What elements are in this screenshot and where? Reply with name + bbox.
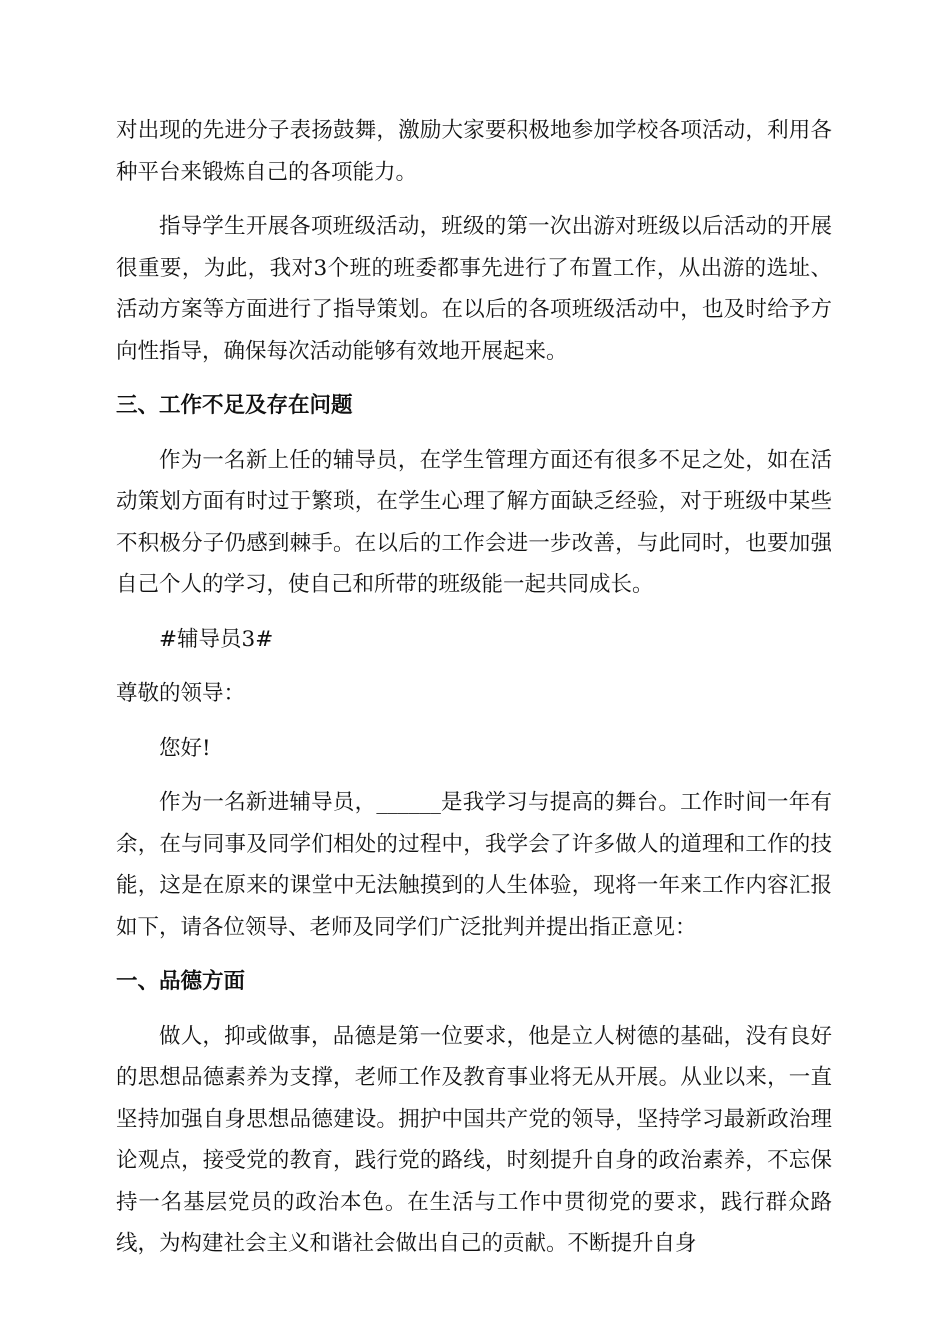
section-tag: #辅导员3# xyxy=(159,626,274,652)
document-page xyxy=(116,110,832,1278)
paragraph-class-activities: 指导学生开展各项班级活动，班级的第一次出游对班级以后活动的开展很重要，为此，我对3个班的班委都事先进行了布置工作，从出游的选址、活动方案等方面进行了指导策划。在以后的各项班级活动中，也及时给予方向性指导，确保每次活动能够有效地开展起来。 xyxy=(116,214,832,364)
greeting: 您好! xyxy=(159,735,211,761)
section-heading-morality: 一、品德方面 xyxy=(116,969,246,994)
paragraph-morality: 做人，抑或做事，品德是第一位要求，他是立人树德的基础，没有良好的思想品德素养为支撑，老师工作及教育事业将无从开展。从业以来，一直坚持加强自身思想品德建设。拥护中国共产党的领导，坚持学习最新政治理论观点，接受党的教育，践行党的路线，时刻提升自身的政治素养，不忘保持一名基层党员的政治本色。在生活与工作中贯彻党的要求，践行群众路线，为构建社会主义和谐社会做出自己的贡献。不断提升自身 xyxy=(116,1023,832,1256)
paragraph-shortcomings: 作为一名新上任的辅导员，在学生管理方面还有很多不足之处，如在活动策划方面有时过于繁琐，在学生心理了解方面缺乏经验，对于班级中某些不积极分子仍感到棘手。在以后的工作会进一步改善，与此同时，也要加强自己个人的学习，使自己和所带的班级能一起共同成长。 xyxy=(116,447,832,597)
section-heading-shortcomings: 三、工作不足及存在问题 xyxy=(116,393,353,418)
salutation: 尊敬的领导： xyxy=(116,681,246,706)
paragraph-introduction: 作为一名新进辅导员，______是我学习与提高的舞台。工作时间一年有余，在与同事及同学们相处的过程中，我学会了许多做人的道理和工作的技能，这是在原来的课堂中无法触摸到的人生体验，现将一年来工作内容汇报如下，请各位领导、老师及同学们广泛批判并提出指正意见： xyxy=(116,790,832,940)
paragraph-continuation: 对出现的先进分子表扬鼓舞，激励大家要积极地参加学校各项活动，利用各种平台来锻炼自己的各项能力。 xyxy=(116,118,832,185)
